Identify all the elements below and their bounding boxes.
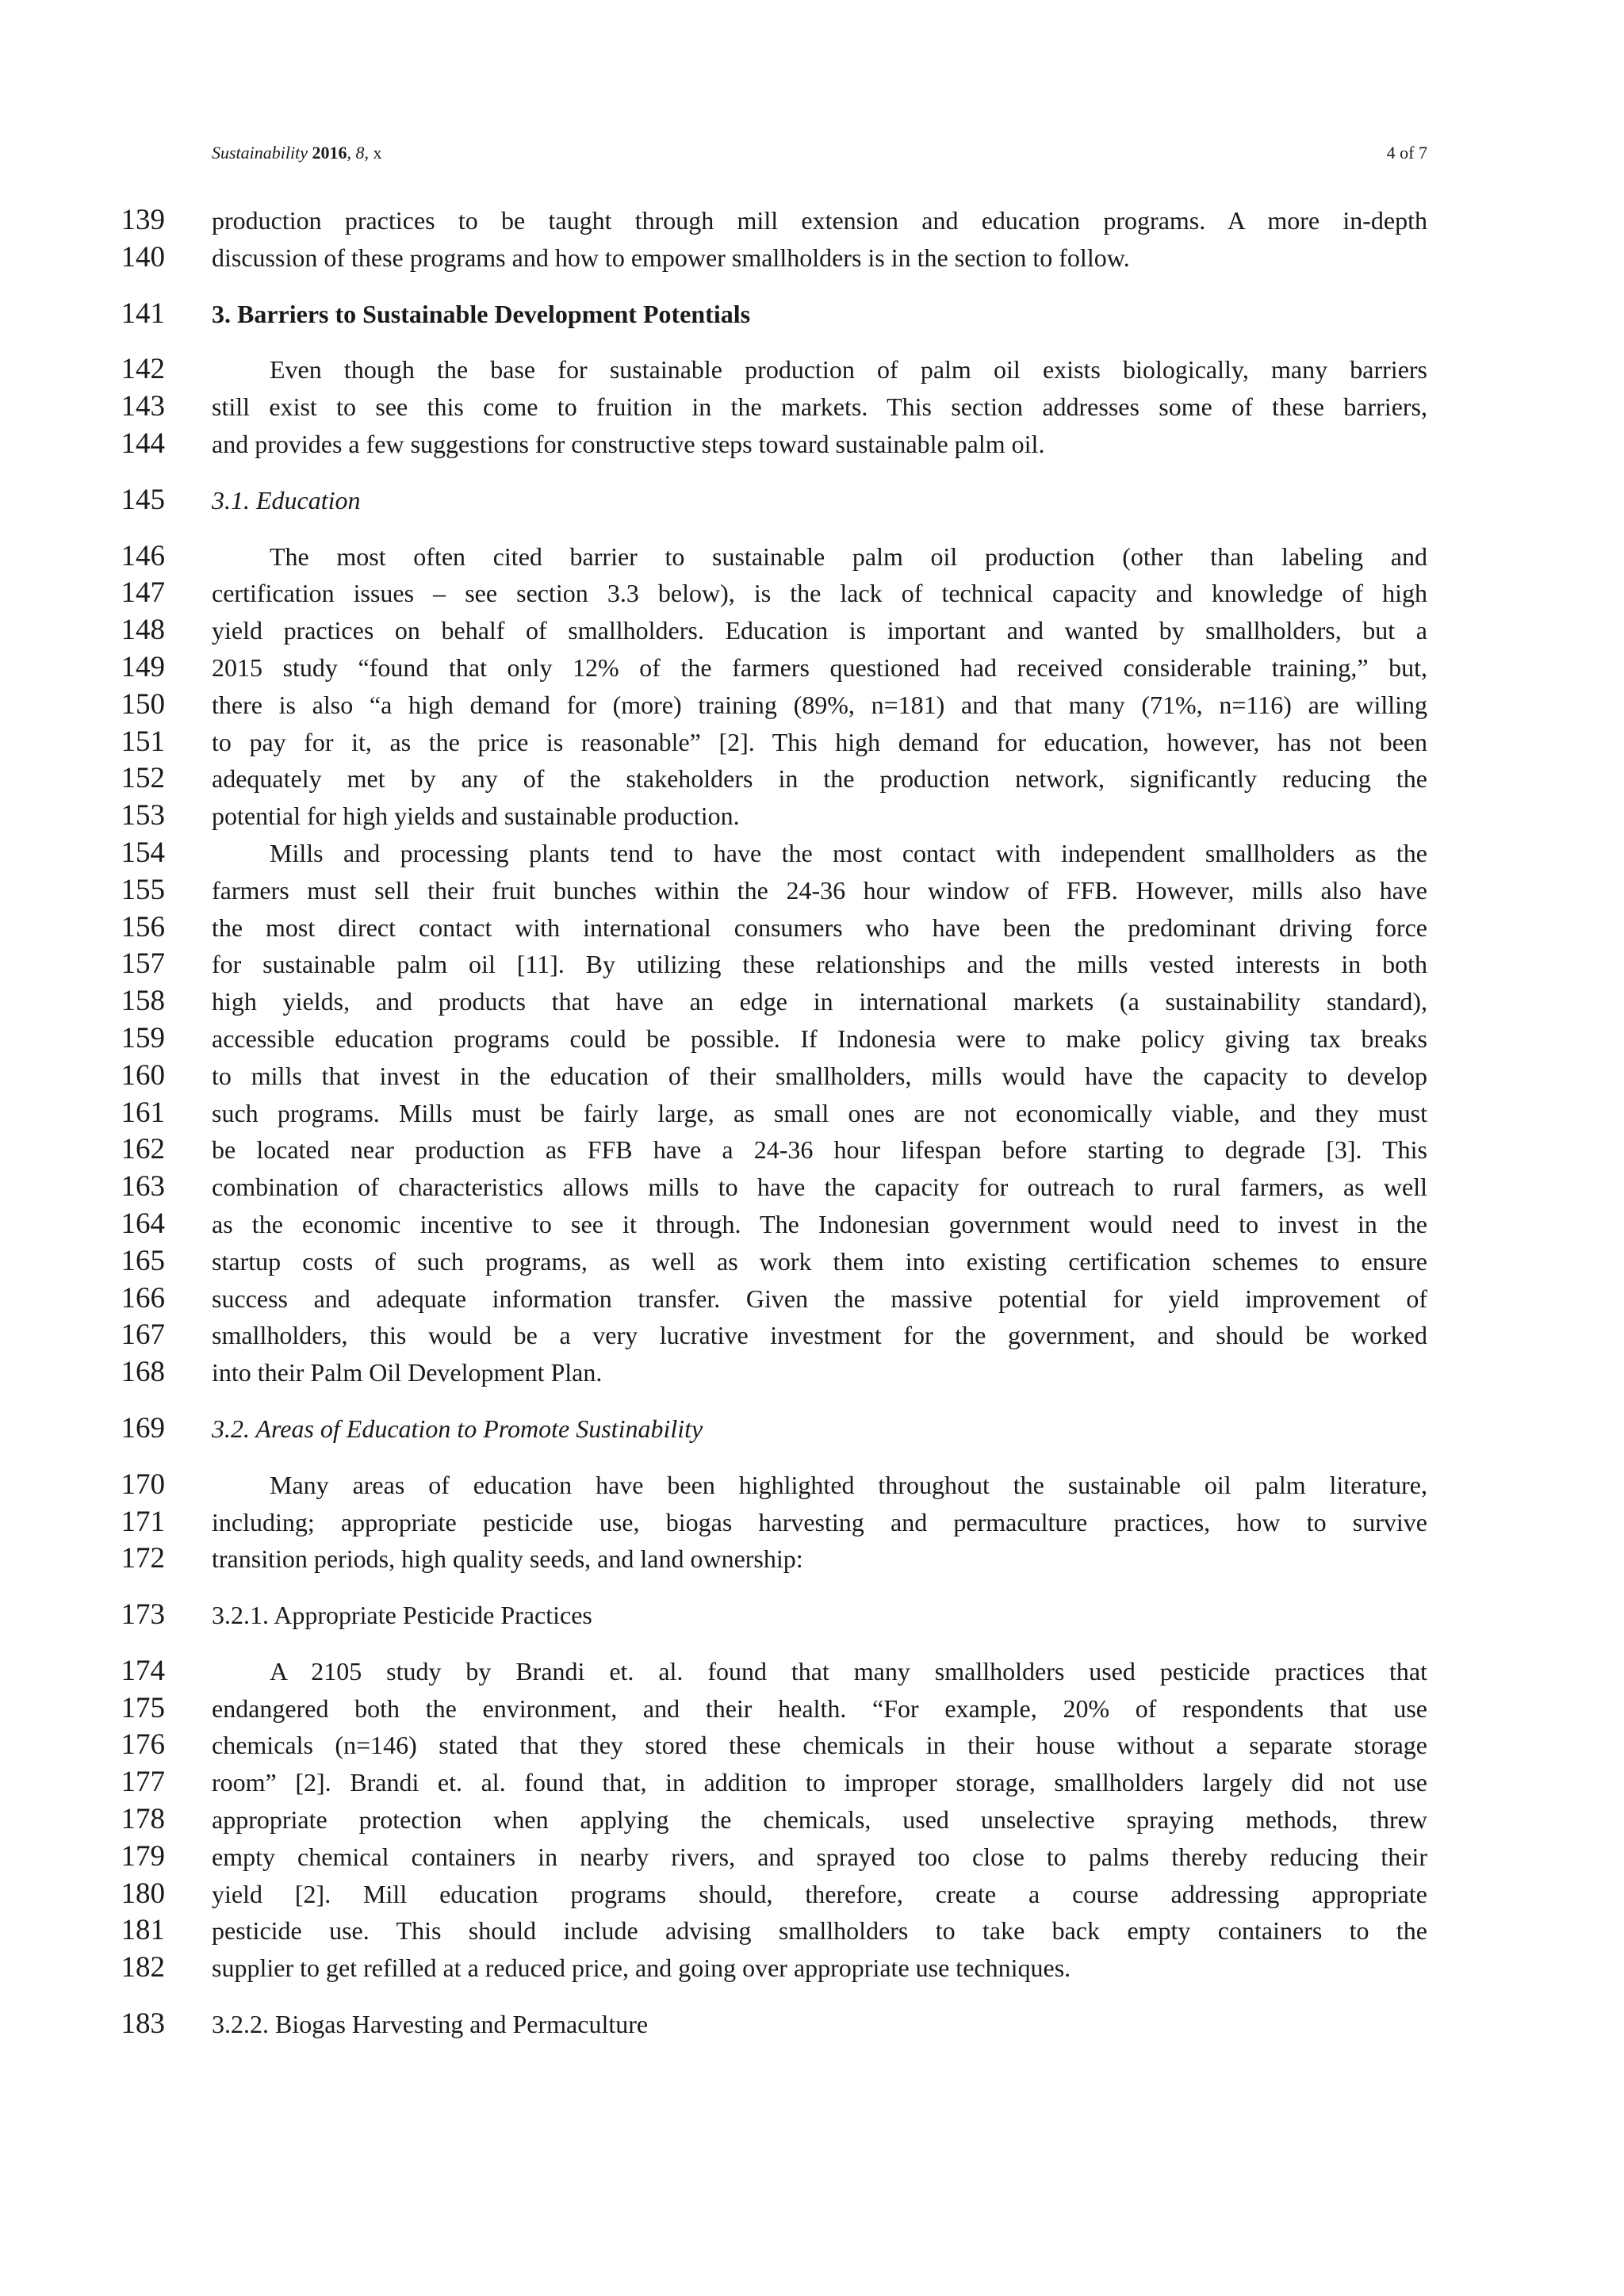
line-text: Even though the base for sustainable production of palm oil exists biologically, many barriers [270,355,1427,385]
text-line [0,612,1624,649]
line-text: Many areas of education have been highlighted throughout the sustainable oil palm literature, [270,1470,1427,1499]
journal-year: 2016 [312,143,347,163]
line-number: 140 [121,240,165,274]
text-line [0,538,1624,576]
line-number: 181 [121,1914,165,1947]
line-text: potential for high yields and sustainable production. [212,802,740,831]
text-line [0,1095,1624,1132]
running-header [212,136,1427,168]
line-text: for sustainable palm oil [11]. By utilizing these relationships and the mills vested interests in both [212,950,1427,979]
line-text: pesticide use. This should include advising smallholders to take back empty containers to the [212,1916,1427,1946]
line-text: into their Palm Oil Development Plan. [212,1358,603,1387]
text-line [0,1169,1624,1206]
line-text: yield practices on behalf of smallholders. Education is important and wanted by smallholders, but a [212,616,1427,645]
text-line [0,296,1624,333]
line-text: success and adequate information transfer. Given the massive potential for yield improvement of [212,1284,1427,1313]
text-line [0,1131,1624,1169]
subsection-heading: 3.2.2. Biogas Harvesting and Permaculture [212,2010,649,2039]
line-text: to pay for it, as the price is reasonable” [2]. This high demand for education, however, has not been [212,727,1427,756]
line-number: 157 [121,947,165,981]
text-line [0,1764,1624,1801]
text-line [0,1410,1624,1448]
text-line [0,1912,1624,1950]
text-line [0,1653,1624,1690]
line-number: 155 [121,873,165,906]
text-line [0,1690,1624,1728]
line-text: room” [2]. Brandi et. al. found that, in addition to improper storage, smallholders largely did not use [212,1768,1427,1797]
line-text: transition periods, high quality seeds, and land ownership: [212,1544,803,1574]
line-number: 163 [121,1170,165,1203]
line-number: 183 [121,2007,165,2041]
article-number: x [373,143,382,163]
line-number: 162 [121,1133,165,1166]
text-line [0,1206,1624,1243]
text-line [0,1467,1624,1504]
line-text: be located near production as FFB have a 24-36 hour lifespan before starting to degrade [3]. This [212,1135,1427,1165]
text-line [0,426,1624,463]
line-text: such programs. Mills must be fairly large, as small ones are not economically viable, and they must [212,1098,1427,1127]
line-number: 154 [121,836,165,869]
line-number: 149 [121,650,165,683]
text-line [0,1243,1624,1280]
line-text: accessible education programs could be possible. If Indonesia were to make policy giving tax breaks [212,1024,1427,1053]
line-text: Mills and processing plants tend to have the most contact with independent smallholders as the [270,838,1427,867]
line-number: 174 [121,1654,165,1687]
text-line [0,1876,1624,1913]
line-number: 171 [121,1505,165,1538]
text-line [0,1540,1624,1578]
text-line [0,649,1624,687]
line-number: 165 [121,1244,165,1277]
line-number: 146 [121,539,165,572]
text-line [0,687,1624,724]
line-text: certification issues – see section 3.3 below), is the lack of technical capacity and knowledge of high [212,579,1427,608]
line-number: 141 [121,297,165,330]
line-number: 170 [121,1468,165,1501]
text-line [0,835,1624,872]
line-text: farmers must sell their fruit bunches within the 24-36 hour window of FFB. However, mills also have [212,875,1427,905]
text-line [0,202,1624,239]
line-number: 147 [121,576,165,610]
line-text: discussion of these programs and how to empower smallholders is in the section to follow. [212,243,1130,272]
text-line [0,1058,1624,1095]
line-text: and provides a few suggestions for constructive steps toward sustainable palm oil. [212,429,1045,458]
line-number: 175 [121,1691,165,1724]
line-number: 160 [121,1058,165,1092]
line-text: still exist to see this come to fruition in the markets. This section addresses some of these barriers, [212,392,1427,422]
line-number: 173 [121,1598,165,1632]
line-number: 150 [121,687,165,721]
section-heading: 3. Barriers to Sustainable Development Potentials [212,299,751,328]
text-line [0,1597,1624,1634]
text-line [0,946,1624,983]
line-number: 148 [121,614,165,647]
line-number: 166 [121,1281,165,1314]
text-line [0,1801,1624,1839]
line-number: 144 [121,427,165,460]
text-line [0,482,1624,519]
line-text: The most often cited barrier to sustainable palm oil production (other than labeling and [270,541,1427,571]
line-text: smallholders, this would be a very lucrative investment for the government, and should be worked [212,1321,1427,1350]
body-text [0,202,1624,2043]
line-number: 156 [121,910,165,943]
line-text: combination of characteristics allows mills to have the capacity for outreach to rural farmers, as well [212,1173,1427,1202]
line-number: 151 [121,725,165,758]
text-line [0,798,1624,835]
line-text: appropriate protection when applying the chemicals, used unselective spraying methods, threw [212,1805,1427,1835]
line-text: to mills that invest in the education of their smallholders, mills would have the capacity to develop [212,1061,1427,1090]
line-number: 161 [121,1096,165,1129]
line-text: chemicals (n=146) stated that they stored these chemicals in their house without a separate storage [212,1731,1427,1760]
text-line [0,1504,1624,1541]
line-number: 179 [121,1839,165,1873]
journal-name: Sustainability [212,143,308,163]
text-line [0,388,1624,426]
line-number: 158 [121,985,165,1018]
line-number: 182 [121,1951,165,1984]
line-number: 159 [121,1021,165,1054]
text-line [0,983,1624,1020]
subsection-heading: 3.2. Areas of Education to Promote Sustinability [212,1414,703,1443]
line-number: 142 [121,353,165,386]
page-number: 4 of 7 [1386,143,1427,163]
subsection-heading: 3.2.1. Appropriate Pesticide Practices [212,1601,592,1630]
line-number: 164 [121,1207,165,1240]
line-number: 152 [121,762,165,795]
subsection-heading: 3.1. Education [212,485,361,515]
line-text: startup costs of such programs, as well as work them into existing certification schemes to ensure [212,1246,1427,1276]
line-text: yield [2]. Mill education programs should, therefore, create a course addressing appropriate [212,1879,1427,1908]
text-line [0,1839,1624,1876]
line-text: 2015 study “found that only 12% of the farmers questioned had received considerable training,” but, [212,652,1427,682]
text-line [0,1317,1624,1354]
line-text: there is also “a high demand for (more) training (89%, n=181) and that many (71%, n=116) are willing [212,690,1427,719]
line-number: 153 [121,799,165,832]
line-number: 177 [121,1766,165,1799]
text-line [0,1280,1624,1318]
text-line [0,872,1624,909]
line-text: adequately met by any of the stakeholders in the production network, significantly reducing the [212,764,1427,794]
line-text: supplier to get refilled at a reduced price, and going over appropriate use techniques. [212,1954,1071,1983]
line-text: production practices to be taught through mill extension and education programs. A more in-depth [212,206,1427,235]
line-number: 139 [121,204,165,236]
line-text: empty chemical containers in nearby rivers, and sprayed too close to palms thereby reducing their [212,1842,1427,1871]
text-line [0,760,1624,798]
line-text: including; appropriate pesticide use, biogas harvesting and permaculture practices, how to survive [212,1507,1427,1536]
text-line [0,724,1624,761]
text-line [0,1354,1624,1391]
line-number: 178 [121,1803,165,1836]
journal-volume: 8 [355,143,365,163]
line-number: 172 [121,1542,165,1575]
text-line [0,909,1624,947]
text-line [0,1020,1624,1058]
journal-citation: Sustainability 2016, 8, x [212,143,382,163]
text-line [0,1727,1624,1764]
line-number: 176 [121,1728,165,1762]
line-text: A 2105 study by Brandi et. al. found that many smallholders used pesticide practices that [270,1656,1427,1686]
line-text: the most direct contact with international consumers who have been the predominant driving force [212,913,1427,942]
text-line [0,575,1624,612]
line-number: 143 [121,390,165,423]
text-line [0,239,1624,277]
line-number: 180 [121,1877,165,1910]
line-text: endangered both the environment, and their health. “For example, 20% of respondents that use [212,1693,1427,1723]
text-line [0,2006,1624,2043]
text-line [0,351,1624,388]
line-text: as the economic incentive to see it through. The Indonesian government would need to invest in the [212,1209,1427,1238]
line-number: 169 [121,1411,165,1445]
text-line [0,1950,1624,1987]
line-number: 145 [121,483,165,516]
line-number: 168 [121,1356,165,1389]
line-text: high yields, and products that have an edge in international markets (a sustainability standard), [212,987,1427,1016]
line-number: 167 [121,1318,165,1352]
